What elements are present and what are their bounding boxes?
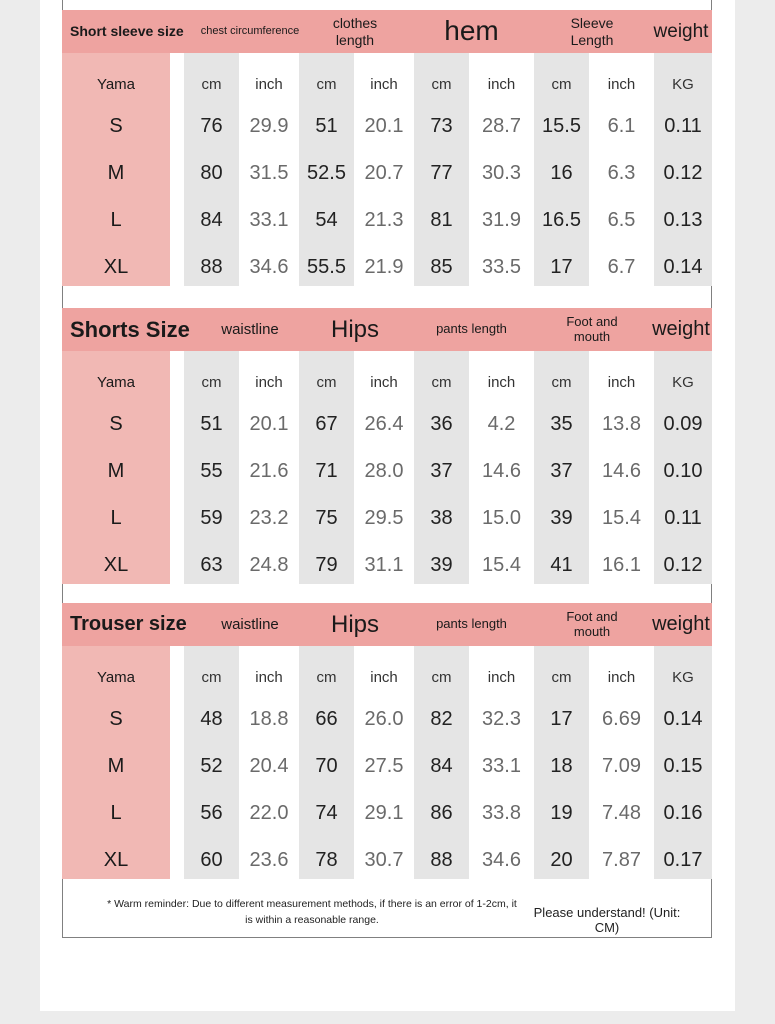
measurement-value: 0.14 — [663, 255, 703, 278]
measurement-value: 84 — [430, 754, 453, 777]
measurement-value: 14.6 — [482, 459, 521, 482]
measurement-value: 73 — [430, 114, 453, 137]
unit-label: cm — [316, 373, 337, 391]
column-header: hem — [444, 15, 499, 47]
measurement-value: 23.2 — [249, 506, 289, 529]
yama-label: Yama — [96, 668, 136, 686]
measurement-value: 86 — [430, 801, 453, 824]
unit-label: cm — [551, 668, 572, 686]
measurement-value: 70 — [315, 754, 338, 777]
measurement-value: 6.3 — [607, 161, 636, 184]
measurement-value: 33.1 — [249, 208, 289, 231]
measurement-value: 0.12 — [663, 553, 703, 576]
measurement-value: 0.13 — [663, 208, 703, 231]
size-label: XL — [103, 553, 129, 576]
measurement-value: 34.6 — [482, 848, 521, 871]
measurement-value: 15.4 — [482, 553, 521, 576]
measurement-value: 79 — [315, 553, 338, 576]
measurement-value: 52 — [200, 754, 223, 777]
measurement-value: 59 — [200, 506, 223, 529]
measurement-value: 18.8 — [249, 707, 289, 730]
column-header: Foot and mouth — [566, 313, 618, 344]
measurement-value: 55.5 — [307, 255, 346, 278]
measurement-value: 20.7 — [364, 161, 404, 184]
measurement-value: 21.6 — [249, 459, 289, 482]
measurement-value: 85 — [430, 255, 453, 278]
column-header: pants length — [436, 321, 507, 337]
measurement-value: 38 — [430, 506, 453, 529]
measurement-value: 6.1 — [607, 114, 636, 137]
measurement-value: 29.1 — [364, 801, 404, 824]
measurement-value: 66 — [315, 707, 338, 730]
measurement-value: 31.5 — [249, 161, 289, 184]
measurement-value: 78 — [315, 848, 338, 871]
measurement-value: 37 — [430, 459, 453, 482]
measurement-value: 13.8 — [602, 412, 641, 435]
measurement-value: 6.5 — [607, 208, 636, 231]
unit-label: KG — [672, 373, 694, 391]
measurement-value: 7.09 — [602, 754, 641, 777]
warm-reminder-text: * Warm reminder: Due to different measurement methods, if there is an error of 1-2cm, it is within a reasonable range. — [107, 898, 517, 926]
measurement-value: 21.3 — [364, 208, 404, 231]
unit-label: inch — [370, 373, 398, 391]
measurement-value: 15.4 — [602, 506, 641, 529]
measurement-value: 51 — [315, 114, 338, 137]
measurement-value: 20.4 — [249, 754, 289, 777]
size-label: XL — [103, 255, 129, 278]
measurement-value: 14.6 — [602, 459, 641, 482]
column-header: weight — [652, 613, 710, 635]
size-label: L — [110, 506, 122, 529]
measurement-value: 33.8 — [482, 801, 521, 824]
measurement-value: 67 — [315, 412, 338, 435]
measurement-value: 82 — [430, 707, 453, 730]
measurement-value: 4.2 — [487, 412, 516, 435]
unit-label: KG — [672, 668, 694, 686]
measurement-value: 30.3 — [482, 161, 521, 184]
measurement-value: 80 — [200, 161, 223, 184]
column-header: weight — [653, 20, 709, 42]
column-header: Sleeve Length — [570, 15, 614, 48]
measurement-value: 0.09 — [663, 412, 703, 435]
size-label: M — [107, 459, 125, 482]
measurement-value: 52.5 — [307, 161, 346, 184]
column-header: Hips — [330, 315, 379, 343]
unit-label: cm — [201, 75, 222, 93]
yama-label: Yama — [96, 373, 136, 391]
measurement-value: 81 — [430, 208, 453, 231]
measurement-value: 77 — [430, 161, 453, 184]
unit-label: cm — [551, 373, 572, 391]
measurement-value: 75 — [315, 506, 338, 529]
unit-label: cm — [316, 668, 337, 686]
measurement-value: 33.1 — [482, 754, 521, 777]
size-label: XL — [103, 848, 129, 871]
measurement-value: 16 — [550, 161, 573, 184]
measurement-value: 0.15 — [663, 754, 703, 777]
column-header: pants length — [436, 616, 507, 632]
measurement-value: 18 — [550, 754, 573, 777]
measurement-value: 31.9 — [482, 208, 521, 231]
unit-label: inch — [487, 668, 516, 686]
measurement-value: 20.1 — [249, 412, 289, 435]
measurement-value: 0.11 — [664, 114, 702, 137]
unit-label: KG — [672, 75, 694, 93]
measurement-value: 76 — [200, 114, 223, 137]
measurement-value: 27.5 — [364, 754, 404, 777]
measurement-value: 71 — [315, 459, 338, 482]
unit-label: cm — [431, 373, 452, 391]
measurement-value: 19 — [550, 801, 573, 824]
column-header: Foot and mouth — [566, 608, 618, 639]
unit-label: cm — [551, 75, 572, 93]
footer — [62, 877, 712, 937]
measurement-value: 55 — [200, 459, 223, 482]
size-label: M — [107, 161, 125, 184]
unit-label: inch — [370, 668, 398, 686]
measurement-value: 17 — [550, 255, 573, 278]
measurement-value: 54 — [315, 208, 338, 231]
measurement-value: 32.3 — [482, 707, 521, 730]
size-table-1 — [62, 10, 712, 286]
unit-label: inch — [487, 75, 516, 93]
table-header-bar — [62, 10, 712, 53]
measurement-value: 63 — [200, 553, 223, 576]
measurement-value: 22.0 — [249, 801, 289, 824]
measurement-value: 31.1 — [364, 553, 404, 576]
measurement-value: 26.4 — [364, 412, 404, 435]
column-header: waistline — [221, 320, 279, 338]
measurement-value: 26.0 — [364, 707, 404, 730]
yama-label: Yama — [96, 75, 136, 93]
table-title: Shorts Size — [70, 316, 190, 342]
measurement-value: 88 — [430, 848, 453, 871]
size-label: S — [109, 412, 123, 435]
measurement-value: 60 — [200, 848, 223, 871]
measurement-value: 24.8 — [249, 553, 289, 576]
measurement-value: 51 — [200, 412, 223, 435]
measurement-value: 0.14 — [663, 707, 703, 730]
size-table-2 — [62, 308, 712, 584]
measurement-value: 28.7 — [482, 114, 521, 137]
measurement-value: 16.1 — [602, 553, 641, 576]
measurement-value: 21.9 — [364, 255, 404, 278]
measurement-value: 37 — [550, 459, 573, 482]
table-title: Short sleeve size — [70, 23, 184, 40]
unit-label: inch — [255, 75, 283, 93]
measurement-value: 23.6 — [249, 848, 289, 871]
measurement-value: 0.10 — [663, 459, 703, 482]
measurement-value: 15.5 — [542, 114, 581, 137]
measurement-value: 20 — [550, 848, 573, 871]
measurement-value: 17 — [550, 707, 573, 730]
unit-label: cm — [431, 668, 452, 686]
size-label: S — [109, 114, 123, 137]
table-header-bar — [62, 308, 712, 351]
unit-label: cm — [201, 668, 222, 686]
unit-label: inch — [607, 75, 636, 93]
measurement-value: 20.1 — [364, 114, 404, 137]
measurement-value: 39 — [550, 506, 573, 529]
measurement-value: 29.5 — [364, 506, 404, 529]
column-header: weight — [652, 318, 710, 340]
measurement-value: 56 — [200, 801, 223, 824]
size-label: M — [107, 754, 125, 777]
measurement-value: 0.17 — [663, 848, 703, 871]
measurement-value: 7.48 — [602, 801, 641, 824]
measurement-value: 35 — [550, 412, 573, 435]
unit-label: cm — [201, 373, 222, 391]
size-label: S — [109, 707, 123, 730]
size-label: L — [110, 208, 122, 231]
measurement-value: 84 — [200, 208, 223, 231]
measurement-value: 29.9 — [249, 114, 289, 137]
column-header: Hips — [330, 610, 379, 638]
measurement-value: 6.69 — [602, 707, 641, 730]
unit-label: inch — [370, 75, 398, 93]
measurement-value: 6.7 — [607, 255, 636, 278]
unit-note-text: Please understand! (Unit: CM) — [533, 905, 681, 935]
measurement-value: 30.7 — [364, 848, 404, 871]
size-label: L — [110, 801, 122, 824]
column-header: clothes length — [332, 15, 378, 48]
unit-label: inch — [607, 373, 636, 391]
unit-label: inch — [255, 668, 283, 686]
measurement-value: 0.16 — [663, 801, 703, 824]
measurement-value: 48 — [200, 707, 223, 730]
unit-label: inch — [607, 668, 636, 686]
unit-label: cm — [431, 75, 452, 93]
unit-label: inch — [255, 373, 283, 391]
measurement-value: 16.5 — [542, 208, 581, 231]
measurement-value: 15.0 — [482, 506, 521, 529]
unit-label: inch — [487, 373, 516, 391]
column-header: chest circumference — [200, 25, 300, 38]
measurement-value: 41 — [550, 553, 573, 576]
measurement-value: 74 — [315, 801, 338, 824]
size-table-3 — [62, 603, 712, 879]
measurement-value: 7.87 — [602, 848, 641, 871]
measurement-value: 33.5 — [482, 255, 521, 278]
measurement-value: 0.12 — [663, 161, 703, 184]
measurement-value: 28.0 — [364, 459, 404, 482]
measurement-value: 39 — [430, 553, 453, 576]
column-header: waistline — [221, 615, 279, 633]
measurement-value: 36 — [430, 412, 453, 435]
measurement-value: 88 — [200, 255, 223, 278]
table-header-bar — [62, 603, 712, 646]
measurement-value: 0.11 — [664, 506, 702, 529]
unit-label: cm — [316, 75, 337, 93]
table-title: Trouser size — [70, 613, 187, 635]
measurement-value: 34.6 — [249, 255, 289, 278]
